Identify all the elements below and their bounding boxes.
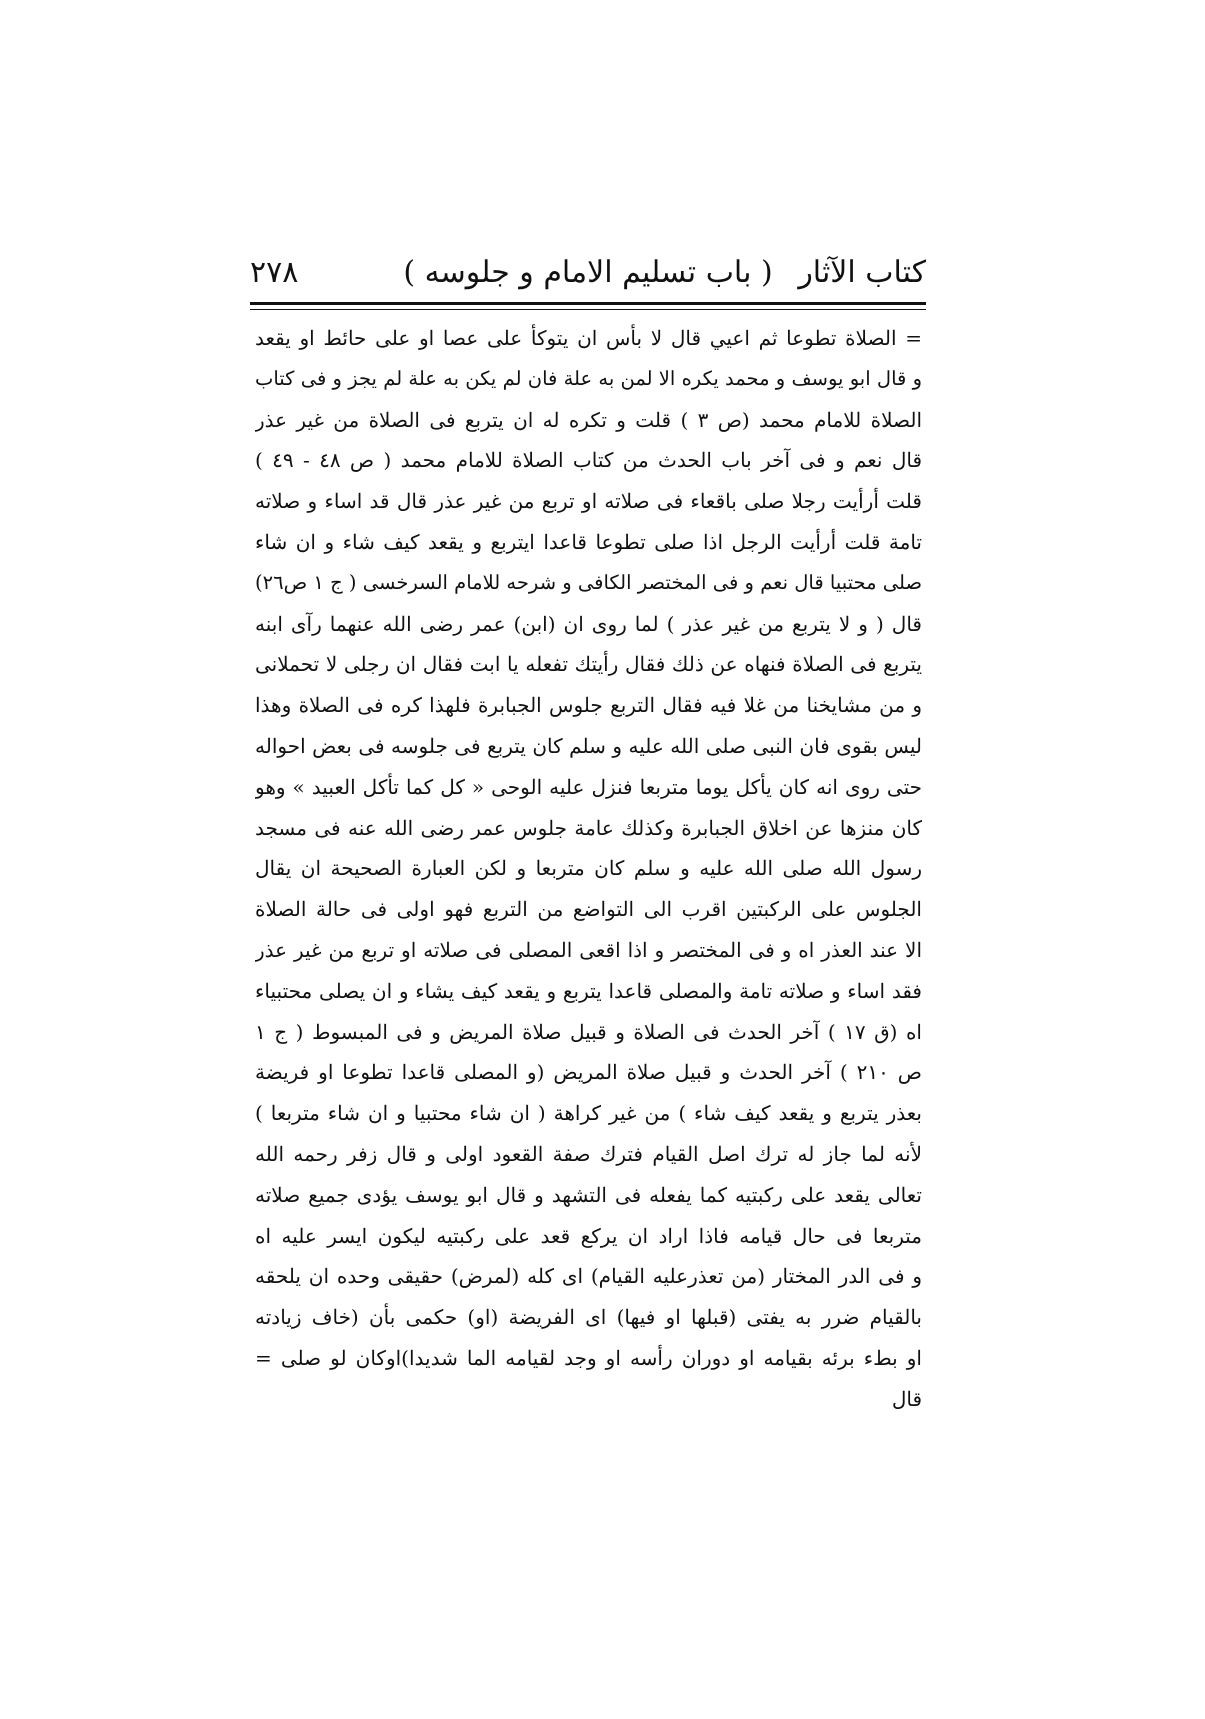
text-line: و من مشايخنا من غلا فيه فقال التربع جلوس الجبابرة فلهذا كره فى الصلاة وهذا (255, 693, 922, 718)
text-line: لأنه لما جاز له ترك اصل القيام فترك صفة القعود اولى و قال زفر رحمه الله (255, 1141, 922, 1166)
text-line: قال نعم و فى آخر باب الحدث من كتاب الصلاة للامام محمد ( ص ٤٨ - ٤٩ ) (255, 448, 922, 473)
text-line: الا عند العذر اه و فى المختصر و اذا اقعى المصلى فى صلاته او تربع من غير عذر (255, 937, 922, 962)
text-line: و قال ابو يوسف و محمد يكره الا لمن به علة فان لم يكن به علة لم يجز و فى كتاب (255, 366, 922, 390)
catchword: قال (891, 1386, 922, 1411)
text-line: حتى روى انه كان يأكل يوما متربعا فنزل عليه الوحى « كل كما تأكل العبيد » وهو (255, 774, 922, 799)
text-line: تامة قلت أرأيت الرجل اذا صلى تطوعا قاعدا ايتربع و يقعد كيف شاء و ان شاء (255, 529, 922, 554)
text-line: فقد اساء و صلاته تامة والمصلى قاعدا يتربع و يقعد كيف يشاء و ان يصلى محتبياء (255, 978, 922, 1003)
text-line: = الصلاة تطوعا ثم اعيي قال لا بأس ان يتوكأ على عصا او على حائط او يقعد (255, 326, 922, 350)
text-line: تعالى يقعد على ركبتيه كما يفعله فى التشهد و قال ابو يوسف يؤدى جميع صلاته (255, 1182, 922, 1207)
text-line: صلى محتبيا قال نعم و فى المختصر الكافى و شرحه للامام السرخسى ( ج ١ ص٢٦) (255, 570, 922, 594)
chapter-heading: ( باب تسليم الامام و جلوسه ) (403, 255, 773, 290)
text-line: يتربع فى الصلاة فنهاه عن ذلك فقال رأيتك تفعله يا ابت فقال ان رجلى لا تحملانى (255, 652, 922, 677)
text-line: قلت أرأيت رجلا صلى باقعاء فى صلاته او تربع من غير عذر قال قد اساء و صلاته (255, 489, 922, 514)
text-line: او بطء برئه بقيامه او دوران رأسه او وجد لقيامه الما شديدا)اوكان لو صلى = (255, 1345, 922, 1370)
text-line: قال ( و لا يتربع من غير عذر ) لما روى ان (ابن) عمر رضى الله عنهما رآى ابنه (255, 611, 922, 636)
text-line: رسول الله صلى الله عليه و سلم كان متربعا و لكن العبارة الصحيحة ان يقال (255, 856, 922, 881)
text-line: ص ٢١٠ ) آخر الحدث و قبيل صلاة المريض (و المصلى قاعدا تطوعا او فريضة (255, 1060, 922, 1085)
text-line: ليس بقوى فان النبى صلى الله عليه و سلم كان يتربع فى جلوسه فى بعض احواله (255, 733, 922, 758)
book-title: كتاب الآثار (798, 255, 926, 290)
header-rule-thick (250, 302, 926, 305)
body-text (255, 318, 922, 1420)
text-line: و فى الدر المختار (من تعذرعليه القيام) اى كله (لمرض) حقيقى وحده ان يلحقه (255, 1264, 922, 1289)
text-line: الصلاة للامام محمد (ص ٣ ) قلت و تكره له ان يتربع فى الصلاة من غير عذر (255, 407, 922, 432)
text-line: الجلوس على الركبتين اقرب الى التواضع من التربع فهو اولى فى حالة الصلاة (255, 897, 922, 922)
text-line: متربعا فى حال قيامه فاذا اراد ان يركع قعد على ركبتيه ليكون ايسر عليه اه (255, 1223, 922, 1248)
text-line: بالقيام ضرر به يفتى (قبلها او فيها) اى الفريضة (او) حكمى بأن (خاف زيادته (255, 1305, 922, 1330)
text-line: كان منزها عن اخلاق الجبابرة وكذلك عامة جلوس عمر رضى الله عنه فى مسجد (255, 815, 922, 840)
page-number: ٢٧٨ (250, 255, 299, 290)
page-header (250, 248, 926, 298)
text-line: اه (ق ١٧ ) آخر الحدث فى الصلاة و قبيل صلاة المريض و فى المبسوط ( ج ١ (255, 1019, 922, 1044)
header-rule-thin (250, 309, 926, 310)
text-line: بعذر يتربع و يقعد كيف شاء ) من غير كراهة ( ان شاء محتبيا و ان شاء متربعا ) (255, 1101, 922, 1126)
